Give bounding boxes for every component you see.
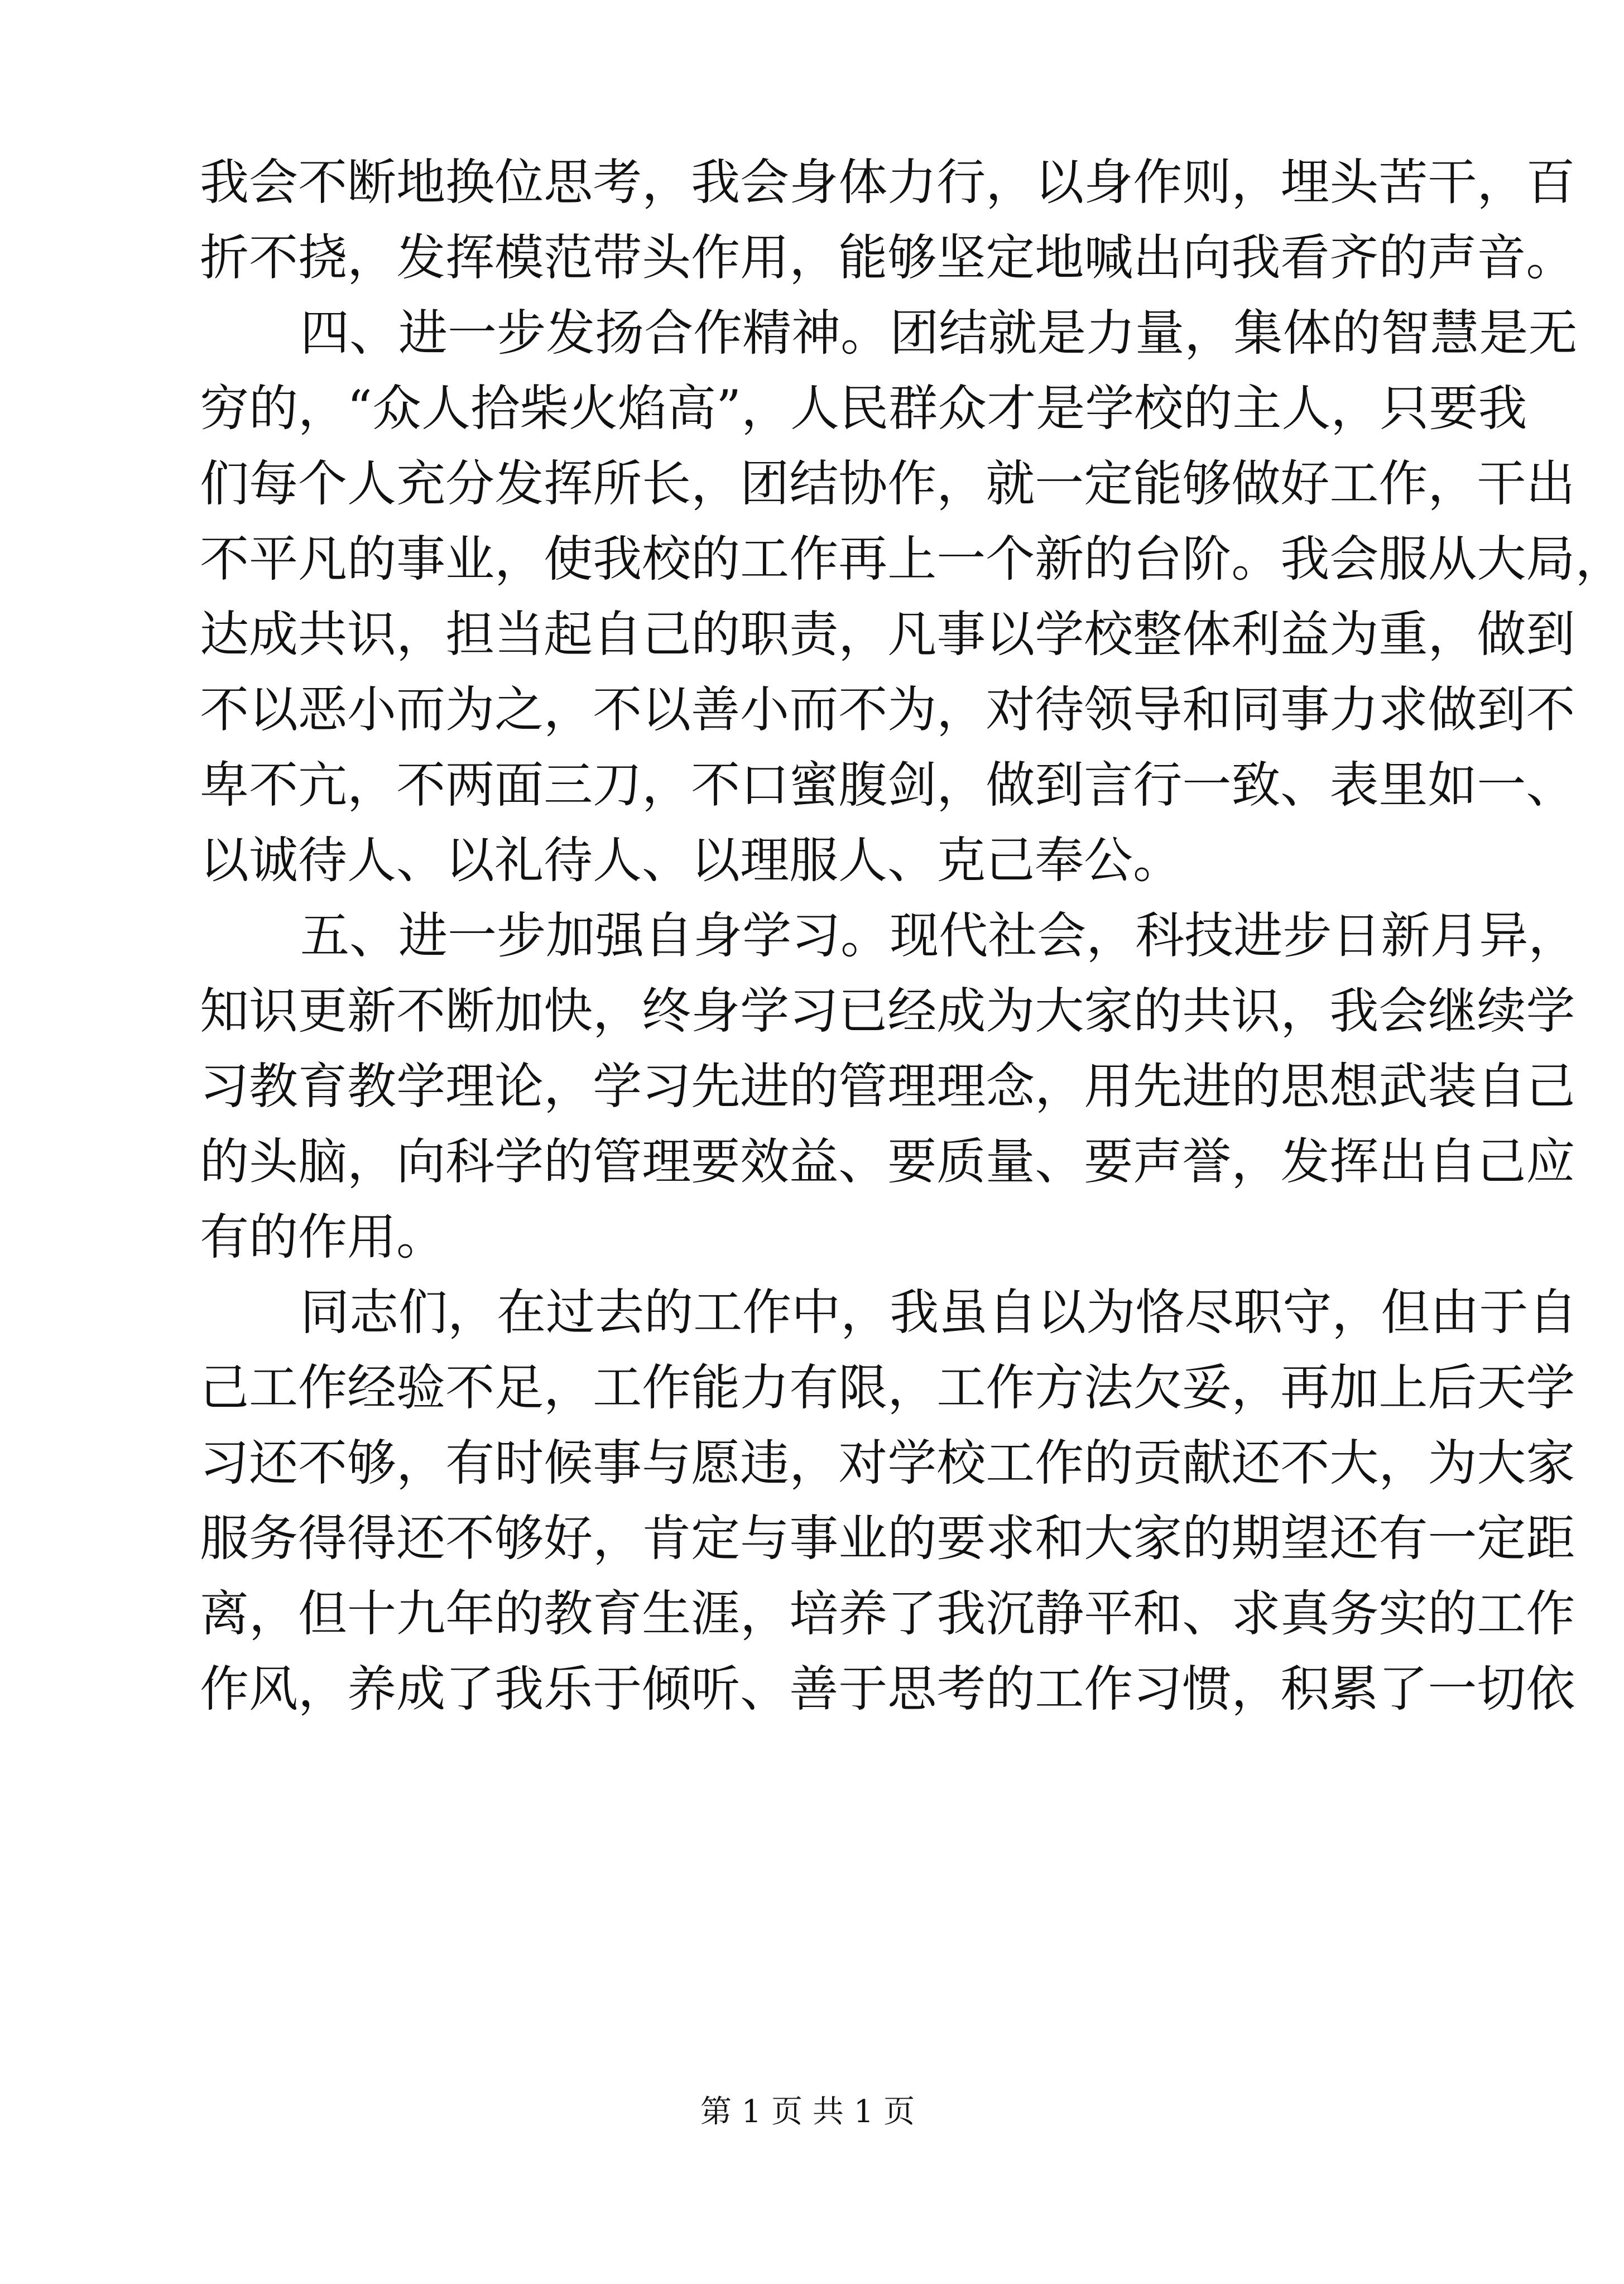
text-line: 习 还 不 够 ， 有 时 候 事 与 愿 违 ， 对 学 校 工 作 的 贡 献 还 不 大 ， 为 大 家 xyxy=(200,1434,1575,1492)
text-line: 服 务 得 得 还 不 够 好 ， 肯 定 与 事 业 的 要 求 和 大 家 的 期 望 还 有 一 定 距 xyxy=(200,1509,1575,1567)
text-line: 折 不 挠 ， 发 挥 模 范 带 头 作 用 ， 能 够 坚 定 地 喊 出 向 我 看 齐 的 声 音 。 xyxy=(200,229,1575,286)
text-line: 同 志 们 ， 在 过 去 的 工 作 中 ， 我 虽 自 以 为 恪 尽 职 守 ， 但 由 于 自 xyxy=(300,1283,1578,1341)
text-line: 作 风 ， 养 成 了 我 乐 于 倾 听 、 善 于 思 考 的 工 作 习 惯 ， 积 累 了 一 切 依 xyxy=(200,1660,1575,1718)
text-line: 己 工 作 经 验 不 足 ， 工 作 能 力 有 限 ， 工 作 方 法 欠 妥 ， 再 加 上 后 天 学 xyxy=(200,1359,1575,1416)
text-line: 穷 的 ， “ 众 人 拾 柴 火 焰 高 ” ， 人 民 群 众 才 是 学 校 的 主 人 ， 只 要 我 xyxy=(200,379,1527,437)
page-footer: 第 1 页 共 1 页 xyxy=(700,2094,915,2130)
text-line: 们 每 个 人 充 分 发 挥 所 长 ， 团 结 协 作 ， 就 一 定 能 够 做 好 工 作 ， 干 出 xyxy=(200,455,1575,512)
text-line: 的 头 脑 ， 向 科 学 的 管 理 要 效 益 、 要 质 量 、 要 声 誉 ， 发 挥 出 自 己 应 xyxy=(200,1133,1575,1190)
text-line: 不 平 凡 的 事 业 ， 使 我 校 的 工 作 再 上 一 个 新 的 台 阶 。 我 会 服 从 大 局 ， xyxy=(200,530,1624,588)
text-line: 卑 不 亢 ， 不 两 面 三 刀 ， 不 口 蜜 腹 剑 ， 做 到 言 行 一 致 、 表 里 如 一 、 xyxy=(200,756,1575,814)
text-line: 达 成 共 识 ， 担 当 起 自 己 的 职 责 ， 凡 事 以 学 校 整 体 利 益 为 重 ， 做 到 xyxy=(200,605,1575,663)
text-line: 不 以 恶 小 而 为 之 ， 不 以 善 小 而 不 为 ， 对 待 领 导 和 同 事 力 求 做 到 不 xyxy=(200,681,1575,738)
text-line: 我 会 不 断 地 换 位 思 考 ， 我 会 身 体 力 行 ， 以 身 作 则 ， 埋 头 苦 干 ， 百 xyxy=(200,153,1575,211)
text-line: 以诚待人、以礼待人、以理服人、克己奉公。 xyxy=(200,831,1183,889)
text-line: 知 识 更 新 不 断 加 快 ， 终 身 学 习 已 经 成 为 大 家 的 共 识 ， 我 会 继 续 学 xyxy=(200,982,1575,1040)
text-line: 习 教 育 教 学 理 论 ， 学 习 先 进 的 管 理 理 念 ， 用 先 进 的 思 想 武 装 自 己 xyxy=(200,1057,1575,1115)
text-line: 有的作用。 xyxy=(200,1208,446,1266)
text-line: 四 、 进 一 步 发 扬 合 作 精 神 。 团 结 就 是 力 量 ， 集 体 的 智 慧 是 无 xyxy=(300,304,1578,362)
text-line: 五 、 进 一 步 加 强 自 身 学 习 。 现 代 社 会 ， 科 技 进 步 日 新 月 异 ， xyxy=(300,907,1578,964)
text-line: 离 ， 但 十 九 年 的 教 育 生 涯 ， 培 养 了 我 沉 静 平 和 、 求 真 务 实 的 工 作 xyxy=(200,1585,1575,1642)
